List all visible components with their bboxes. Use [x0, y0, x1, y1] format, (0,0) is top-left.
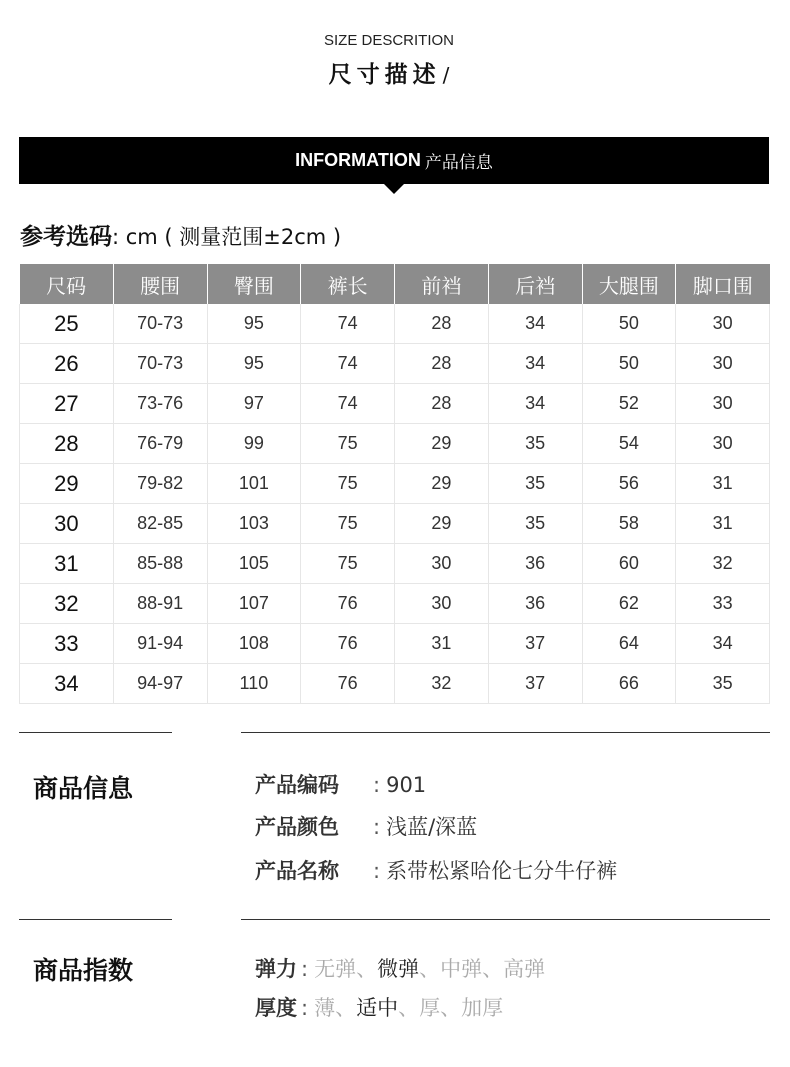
divider-line — [19, 919, 172, 920]
measurement-cell: 35 — [488, 424, 582, 464]
measurement-cell: 103 — [207, 504, 301, 544]
table-row — [20, 544, 770, 584]
index-option: 高弹 — [503, 957, 546, 981]
index-option: 微弹 — [377, 957, 420, 981]
information-bar-cn: 产品信息 — [424, 153, 493, 173]
measurement-cell: 35 — [488, 464, 582, 504]
thickness-row — [255, 992, 503, 1022]
size-table-body — [20, 304, 770, 704]
measurement-cell: 37 — [488, 624, 582, 664]
measurement-cell: 70-73 — [113, 344, 207, 384]
measurement-cell: 101 — [207, 464, 301, 504]
measurement-cell: 97 — [207, 384, 301, 424]
divider-line — [241, 732, 770, 733]
bar-pointer-triangle — [384, 184, 404, 194]
table-row — [20, 624, 770, 664]
index-option: 中弹 — [440, 957, 483, 981]
measurement-cell: 75 — [301, 544, 395, 584]
table-row — [20, 664, 770, 704]
measurement-cell: 108 — [207, 624, 301, 664]
product-name-row — [255, 855, 617, 885]
measurement-cell: 70-73 — [113, 304, 207, 344]
elasticity-options — [314, 953, 545, 983]
index-option: 适中 — [356, 996, 399, 1020]
header-cell: 裤长 — [301, 264, 395, 304]
measurement-cell: 34 — [488, 344, 582, 384]
measurement-cell: 28 — [395, 344, 489, 384]
index-separator: 、 — [440, 996, 462, 1020]
table-row — [20, 384, 770, 424]
header-cell: 大腿围 — [582, 264, 676, 304]
measurement-cell: 75 — [301, 424, 395, 464]
header-cell: 尺码 — [20, 264, 114, 304]
size-cell: 29 — [20, 464, 114, 504]
measurement-cell: 31 — [676, 504, 770, 544]
measurement-cell: 79-82 — [113, 464, 207, 504]
product-name-value: 系带松紧哈伦七分牛仔裤 — [386, 859, 618, 883]
product-code-row — [255, 769, 426, 799]
measurement-cell: 56 — [582, 464, 676, 504]
measurement-cell: 34 — [488, 384, 582, 424]
size-description-en-title: SIZE DESCRITION — [323, 32, 454, 49]
header-cell: 腰围 — [113, 264, 207, 304]
measurement-cell: 58 — [582, 504, 676, 544]
index-option: 厚 — [419, 996, 441, 1020]
measurement-cell: 30 — [676, 304, 770, 344]
measurement-cell: 107 — [207, 584, 301, 624]
measurement-cell: 35 — [676, 664, 770, 704]
colon: : — [301, 996, 309, 1020]
index-separator: 、 — [335, 996, 357, 1020]
index-option: 加厚 — [461, 996, 504, 1020]
index-separator: 、 — [419, 957, 441, 981]
measurement-cell: 66 — [582, 664, 676, 704]
measurement-cell: 28 — [395, 384, 489, 424]
table-row — [20, 464, 770, 504]
product-code-value: 901 — [386, 773, 427, 797]
index-separator: 、 — [356, 957, 378, 981]
measurement-cell: 64 — [582, 624, 676, 664]
product-code-label: 产品编码 — [255, 773, 339, 797]
measurement-cell: 34 — [488, 304, 582, 344]
header-cell: 脚口围 — [676, 264, 770, 304]
measurement-cell: 36 — [488, 544, 582, 584]
reference-unit-text: : cm ( 测量范围±2cm ) — [112, 225, 342, 249]
product-info-title: 商品信息 — [33, 774, 134, 803]
index-separator: 、 — [398, 996, 420, 1020]
measurement-cell: 31 — [676, 464, 770, 504]
measurement-cell: 37 — [488, 664, 582, 704]
measurement-cell: 50 — [582, 304, 676, 344]
colon: : — [373, 815, 381, 839]
measurement-cell: 52 — [582, 384, 676, 424]
title-slash: / — [442, 63, 450, 87]
size-cell: 33 — [20, 624, 114, 664]
size-table-header-row — [20, 264, 770, 304]
size-cell: 26 — [20, 344, 114, 384]
header-cell: 后裆 — [488, 264, 582, 304]
index-option: 无弹 — [314, 957, 357, 981]
size-table — [19, 264, 770, 704]
product-color-value: 浅蓝/深蓝 — [386, 815, 478, 839]
measurement-cell: 29 — [395, 504, 489, 544]
measurement-cell: 110 — [207, 664, 301, 704]
measurement-cell: 29 — [395, 424, 489, 464]
measurement-cell: 85-88 — [113, 544, 207, 584]
reference-size-note — [20, 218, 341, 251]
product-color-row — [255, 811, 477, 841]
measurement-cell: 95 — [207, 304, 301, 344]
size-cell: 34 — [20, 664, 114, 704]
measurement-cell: 62 — [582, 584, 676, 624]
measurement-cell: 30 — [395, 544, 489, 584]
divider-line — [19, 732, 172, 733]
measurement-cell: 88-91 — [113, 584, 207, 624]
size-cell: 31 — [20, 544, 114, 584]
elasticity-row — [255, 953, 545, 983]
measurement-cell: 74 — [301, 344, 395, 384]
header-cell: 前裆 — [395, 264, 489, 304]
size-cell: 25 — [20, 304, 114, 344]
index-option: 薄 — [314, 996, 336, 1020]
measurement-cell: 94-97 — [113, 664, 207, 704]
measurement-cell: 76 — [301, 624, 395, 664]
measurement-cell: 76 — [301, 584, 395, 624]
measurement-cell: 75 — [301, 504, 395, 544]
reference-label: 参考选码 — [20, 224, 112, 250]
thickness-label: 厚度 — [255, 996, 297, 1020]
header-cell: 臀围 — [207, 264, 301, 304]
colon: : — [373, 773, 381, 797]
measurement-cell: 32 — [395, 664, 489, 704]
measurement-cell: 32 — [676, 544, 770, 584]
measurement-cell: 76 — [301, 664, 395, 704]
colon: : — [373, 859, 381, 883]
measurement-cell: 76-79 — [113, 424, 207, 464]
product-name-label: 产品名称 — [255, 859, 339, 883]
measurement-cell: 30 — [676, 384, 770, 424]
measurement-cell: 60 — [582, 544, 676, 584]
measurement-cell: 75 — [301, 464, 395, 504]
table-row — [20, 424, 770, 464]
size-cell: 27 — [20, 384, 114, 424]
colon: : — [301, 957, 309, 981]
measurement-cell: 30 — [395, 584, 489, 624]
index-separator: 、 — [482, 957, 504, 981]
measurement-cell: 30 — [676, 424, 770, 464]
measurement-cell: 91-94 — [113, 624, 207, 664]
table-row — [20, 344, 770, 384]
elasticity-label: 弹力 — [255, 957, 297, 981]
table-row — [20, 504, 770, 544]
measurement-cell: 50 — [582, 344, 676, 384]
measurement-cell: 30 — [676, 344, 770, 384]
measurement-cell: 28 — [395, 304, 489, 344]
size-cell: 30 — [20, 504, 114, 544]
size-description-cn-title — [0, 56, 778, 89]
measurement-cell: 34 — [676, 624, 770, 664]
product-index-title: 商品指数 — [33, 956, 134, 985]
size-cell: 32 — [20, 584, 114, 624]
measurement-cell: 74 — [301, 304, 395, 344]
divider-line — [241, 919, 770, 920]
table-row — [20, 304, 770, 344]
measurement-cell: 73-76 — [113, 384, 207, 424]
product-color-label: 产品颜色 — [255, 815, 339, 839]
measurement-cell: 74 — [301, 384, 395, 424]
size-cell: 28 — [20, 424, 114, 464]
measurement-cell: 95 — [207, 344, 301, 384]
measurement-cell: 99 — [207, 424, 301, 464]
information-bar-en: INFORMATION — [295, 150, 421, 170]
measurement-cell: 36 — [488, 584, 582, 624]
information-bar — [19, 137, 769, 184]
measurement-cell: 31 — [395, 624, 489, 664]
measurement-cell: 35 — [488, 504, 582, 544]
measurement-cell: 105 — [207, 544, 301, 584]
measurement-cell: 82-85 — [113, 504, 207, 544]
table-row — [20, 584, 770, 624]
measurement-cell: 54 — [582, 424, 676, 464]
thickness-options — [314, 992, 503, 1022]
cn-title-text: 尺寸描述 — [328, 62, 441, 88]
measurement-cell: 29 — [395, 464, 489, 504]
measurement-cell: 33 — [676, 584, 770, 624]
